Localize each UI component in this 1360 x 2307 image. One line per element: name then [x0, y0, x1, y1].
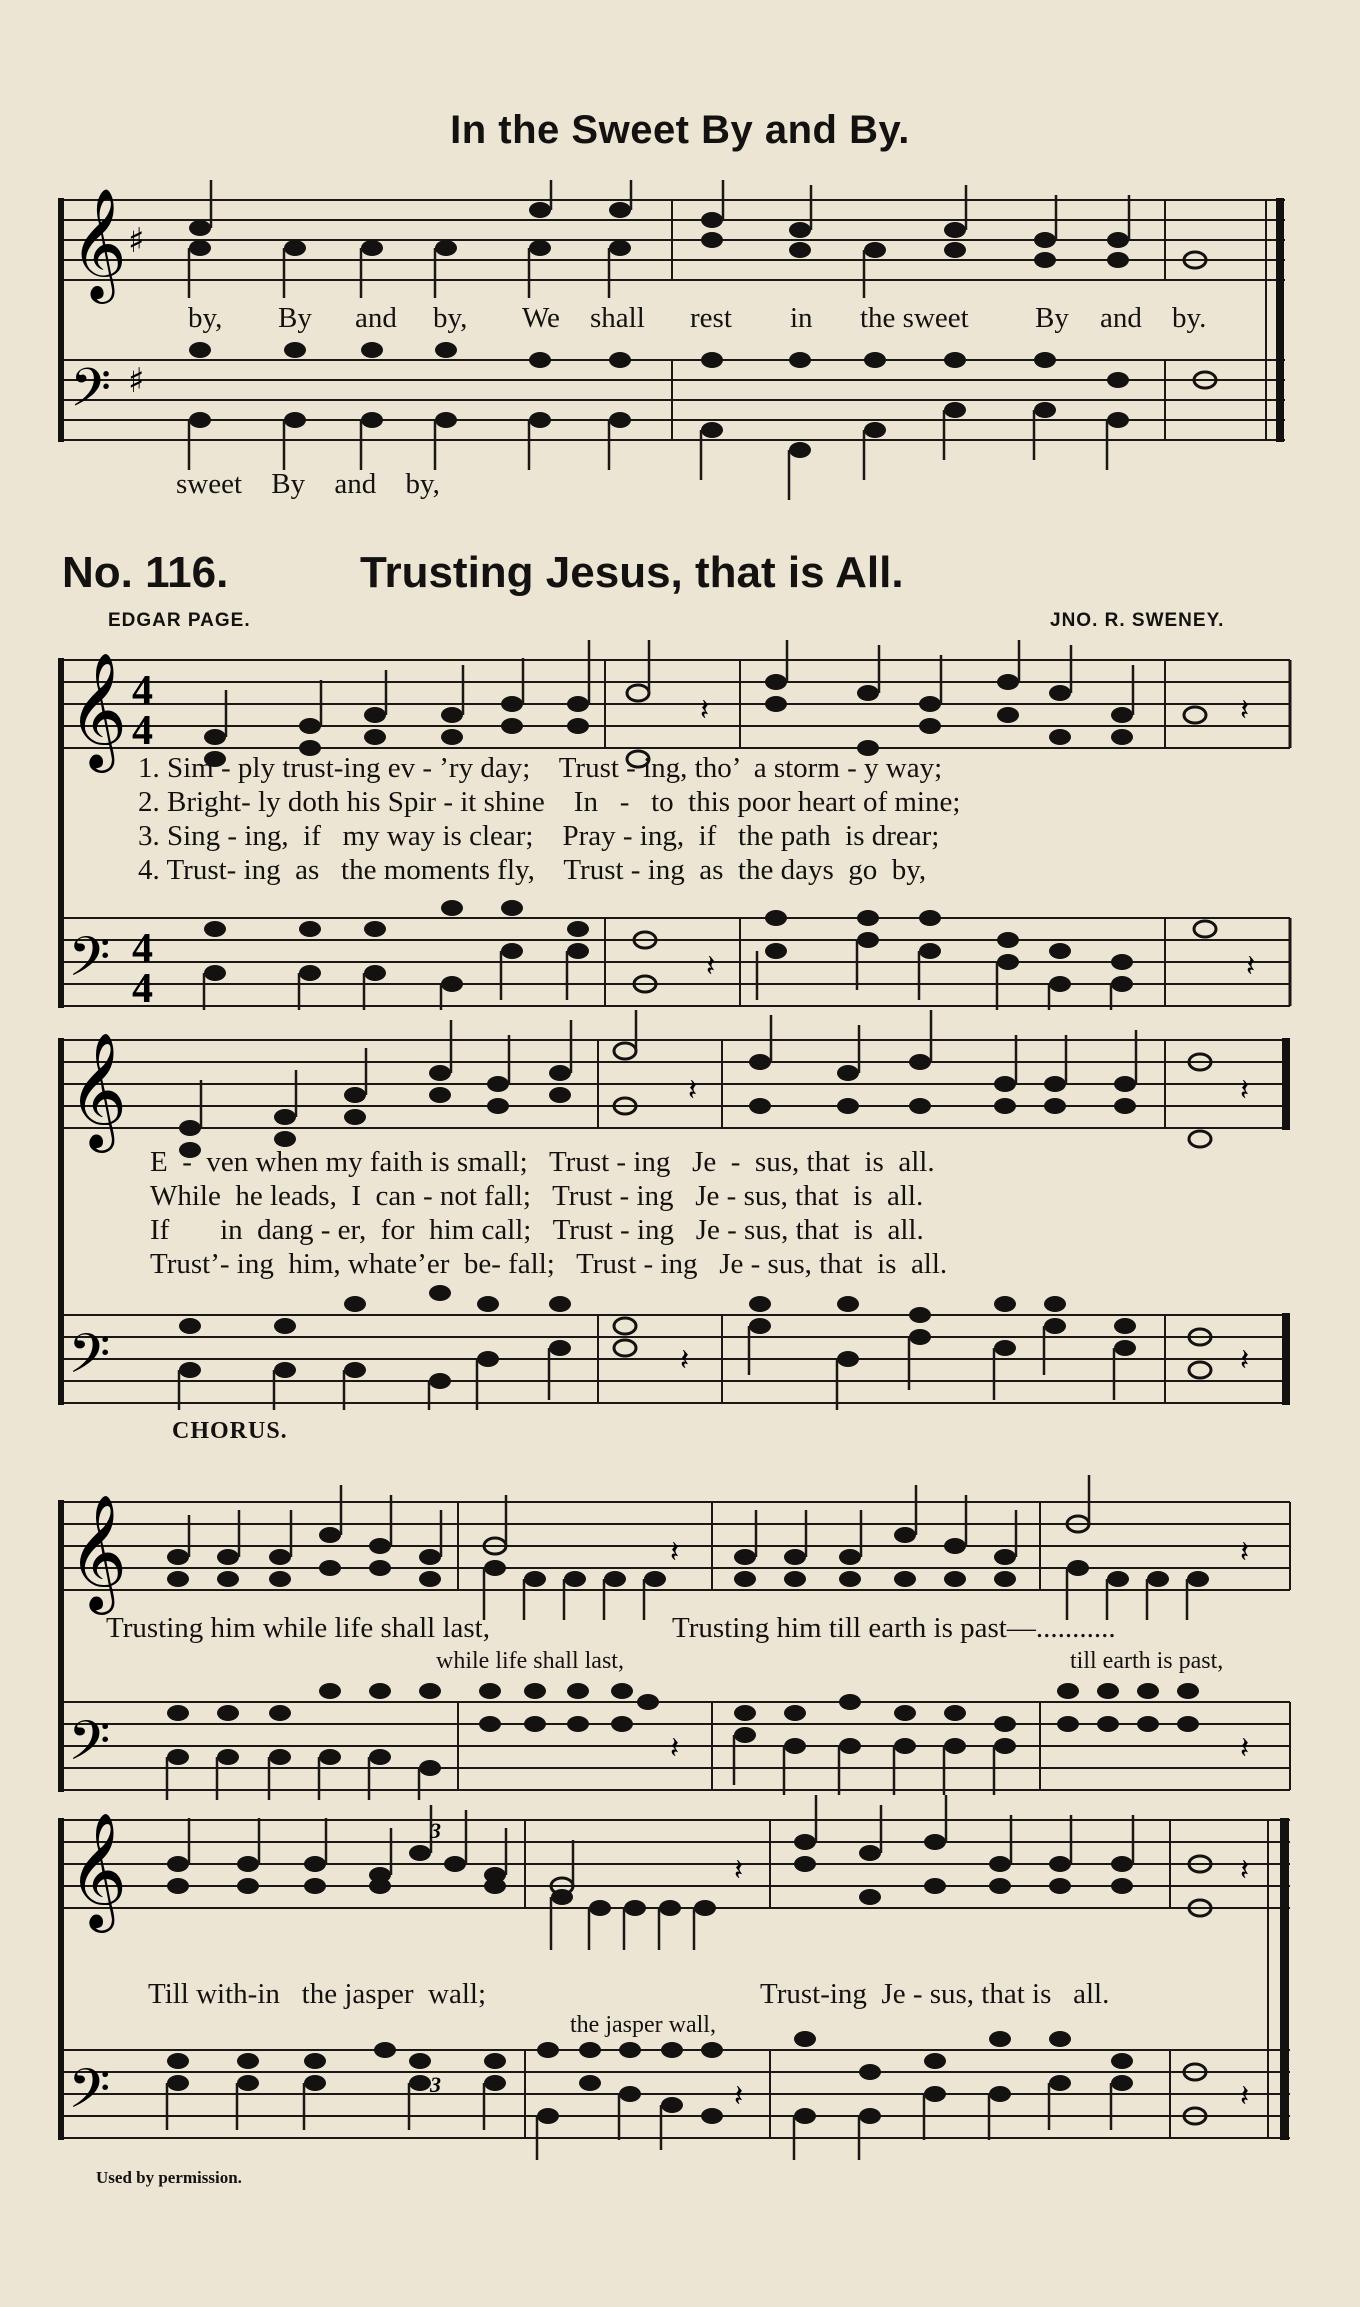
top-treble-lyric-2: By [278, 302, 312, 334]
composer-credit: JNO. R. SWENEY. [1050, 610, 1225, 631]
chorus-line-4: Trust-ing Je - sus, that is all. [760, 1978, 1110, 2010]
svg-text:3: 3 [430, 1818, 441, 1843]
svg-text:𝄽: 𝄽 [1240, 1073, 1250, 1108]
svg-text:𝄞: 𝄞 [68, 1493, 128, 1610]
svg-text:𝄽: 𝄽 [734, 1853, 744, 1888]
verse-1-line-1: 1. Sim - ply trust-ing ev - ’ry day; Trust - ing, tho’ a storm - y way; [138, 752, 943, 784]
svg-text:𝄽: 𝄽 [1240, 1343, 1250, 1378]
chorus-line-1: Trusting him while life shall last, [106, 1612, 490, 1644]
svg-text:𝄞: 𝄞 [70, 187, 127, 299]
svg-text:𝄽: 𝄽 [734, 2079, 744, 2114]
svg-text:𝄢: 𝄢 [68, 1322, 111, 1399]
top-treble-lyric-12: by. [1172, 302, 1207, 334]
svg-text:3: 3 [430, 2072, 441, 2097]
verse-3-line-1: 3. Sing - ing, if my way is clear; Pray - ing, if the path is drear; [138, 820, 940, 852]
svg-text:𝄞: 𝄞 [68, 651, 128, 768]
svg-text:4: 4 [132, 668, 153, 714]
svg-text:♯: ♯ [128, 361, 145, 401]
svg-text:4: 4 [132, 708, 153, 754]
top-treble-lyric-5: We [522, 302, 560, 334]
author-credit: EDGAR PAGE. [108, 610, 251, 631]
top-treble-lyric-11: and [1100, 302, 1142, 334]
chorus-line-1-echo: while life shall last, [436, 1648, 624, 1674]
svg-text:𝄢: 𝄢 [68, 1709, 111, 1786]
svg-text:𝄢: 𝄢 [70, 358, 112, 432]
svg-text:𝄞: 𝄞 [68, 1031, 128, 1148]
svg-text:𝄽: 𝄽 [1240, 2079, 1250, 2114]
top-treble-lyric-4: by, [433, 302, 468, 334]
svg-text:𝄽: 𝄽 [670, 1731, 680, 1766]
svg-text:𝄽: 𝄽 [706, 949, 716, 984]
svg-text:𝄽: 𝄽 [1240, 1853, 1250, 1888]
svg-text:𝄢: 𝄢 [68, 925, 111, 1002]
svg-text:𝄽: 𝄽 [700, 693, 710, 728]
svg-text:𝄽: 𝄽 [1240, 693, 1250, 728]
verse-1-line-2: E - ven when my faith is small; Trust - ing Je - sus, that is all. [150, 1146, 935, 1178]
svg-text:𝄽: 𝄽 [688, 1073, 698, 1108]
svg-text:♯: ♯ [128, 221, 145, 261]
chorus-line-2-echo: till earth is past, [1070, 1648, 1224, 1674]
system-4-score [0, 1790, 1360, 2160]
top-song-score [0, 180, 1360, 510]
top-treble-lyric-9: the sweet [860, 302, 969, 334]
svg-text:𝄞: 𝄞 [68, 1811, 128, 1928]
top-treble-lyric-6: shall [590, 302, 645, 334]
permission-note: Used by permission. [96, 2168, 242, 2187]
svg-text:𝄽: 𝄽 [1240, 1731, 1250, 1766]
top-treble-lyric-7: rest [690, 302, 732, 334]
chorus-line-2: Trusting him till earth is past—........... [672, 1612, 1116, 1644]
top-treble-lyric-8: in [790, 302, 813, 334]
chorus-label: CHORUS. [172, 1418, 288, 1444]
verse-2-line-2: While he leads, I can - not fall; Trust - ing Je - sus, that is all. [150, 1180, 924, 1212]
chorus-line-3-echo: the jasper wall, [570, 2012, 716, 2038]
svg-text:𝄽: 𝄽 [1246, 949, 1256, 984]
top-song-title: In the Sweet By and By. [450, 108, 910, 152]
top-treble-lyric-3: and [355, 302, 397, 334]
svg-text:𝄢: 𝄢 [68, 2057, 111, 2134]
top-bass-lyric: sweet By and by, [176, 468, 440, 500]
verse-4-line-1: 4. Trust- ing as the moments fly, Trust - ing as the days go by, [138, 854, 927, 886]
svg-text:𝄽: 𝄽 [1240, 1535, 1250, 1570]
chorus-line-3: Till with-in the jasper wall; [148, 1978, 487, 2010]
hymn-number: No. 116. [62, 548, 229, 597]
svg-text:4: 4 [132, 926, 153, 972]
top-treble-lyric-10: By [1035, 302, 1069, 334]
top-treble-lyric-1: by, [188, 302, 223, 334]
hymn-title: Trusting Jesus, that is All. [360, 548, 904, 597]
svg-text:4: 4 [132, 966, 153, 1010]
verse-3-line-2: If in dang - er, for him call; Trust - ing Je - sus, that is all. [150, 1214, 924, 1246]
svg-text:𝄽: 𝄽 [680, 1343, 690, 1378]
verse-4-line-2: Trust’- ing him, whate’er be- fall; Trust - ing Je - sus, that is all. [150, 1248, 948, 1280]
verse-2-line-1: 2. Bright- ly doth his Spir - it shine In - to this poor heart of mine; [138, 786, 961, 818]
svg-text:𝄽: 𝄽 [670, 1535, 680, 1570]
